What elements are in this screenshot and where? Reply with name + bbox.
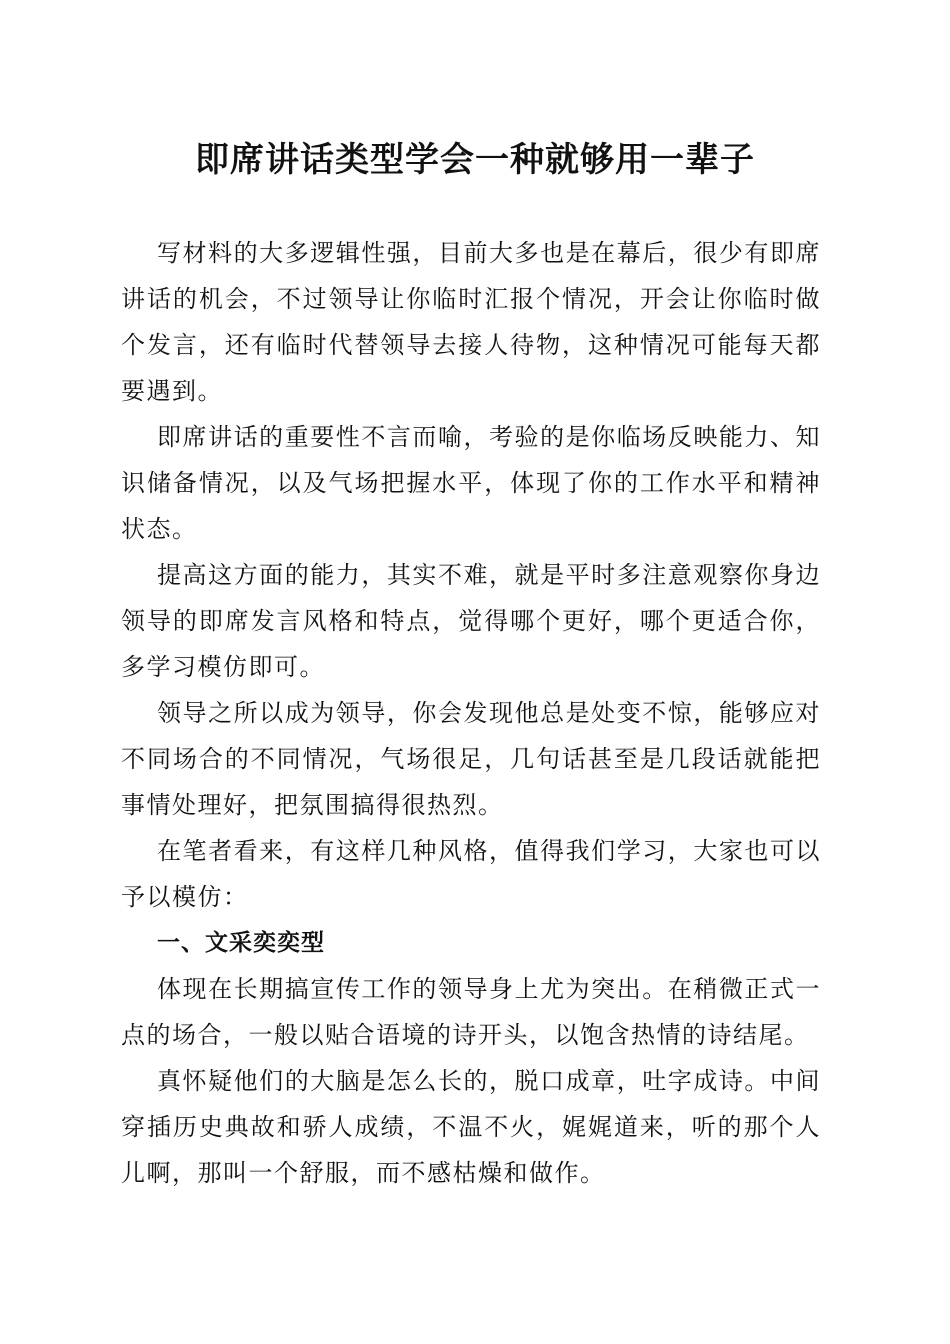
paragraph-2: 即席讲话的重要性不言而喻，考验的是你临场反映能力、知识储备情况，以及气场把握水平，体现了你的工作水平和精神状态。	[121, 423, 821, 543]
document-body	[121, 230, 821, 1196]
section-heading-1: 一、文采奕奕型	[157, 930, 325, 956]
section-1-paragraph-1: 体现在长期搞宣传工作的领导身上尤为突出。在稍微正式一点的场合，一般以贴合语境的诗开头，以饱含热情的诗结尾。	[121, 975, 821, 1049]
paragraph-1: 写材料的大多逻辑性强，目前大多也是在幕后，很少有即席讲话的机会，不过领导让你临时汇报个情况，开会让你临时做个发言，还有临时代替领导去接人待物，这种情况可能每天都要遇到。	[121, 239, 821, 405]
paragraph-5: 在笔者看来，有这样几种风格，值得我们学习，大家也可以予以模仿：	[121, 837, 821, 911]
document-title: 即席讲话类型学会一种就够用一辈子	[195, 140, 755, 180]
paragraph-4: 领导之所以成为领导，你会发现他总是处变不惊，能够应对不同场合的不同情况，气场很足，几句话甚至是几段话就能把事情处理好，把氛围搞得很热烈。	[121, 699, 821, 819]
section-1-paragraph-2: 真怀疑他们的大脑是怎么长的，脱口成章，吐字成诗。中间穿插历史典故和骄人成绩，不温不火，娓娓道来，听的那个人儿啊，那叫一个舒服，而不感枯燥和做作。	[121, 1067, 821, 1187]
paragraph-3: 提高这方面的能力，其实不难，就是平时多注意观察你身边领导的即席发言风格和特点，觉得哪个更好，哪个更适合你，多学习模仿即可。	[121, 561, 821, 681]
